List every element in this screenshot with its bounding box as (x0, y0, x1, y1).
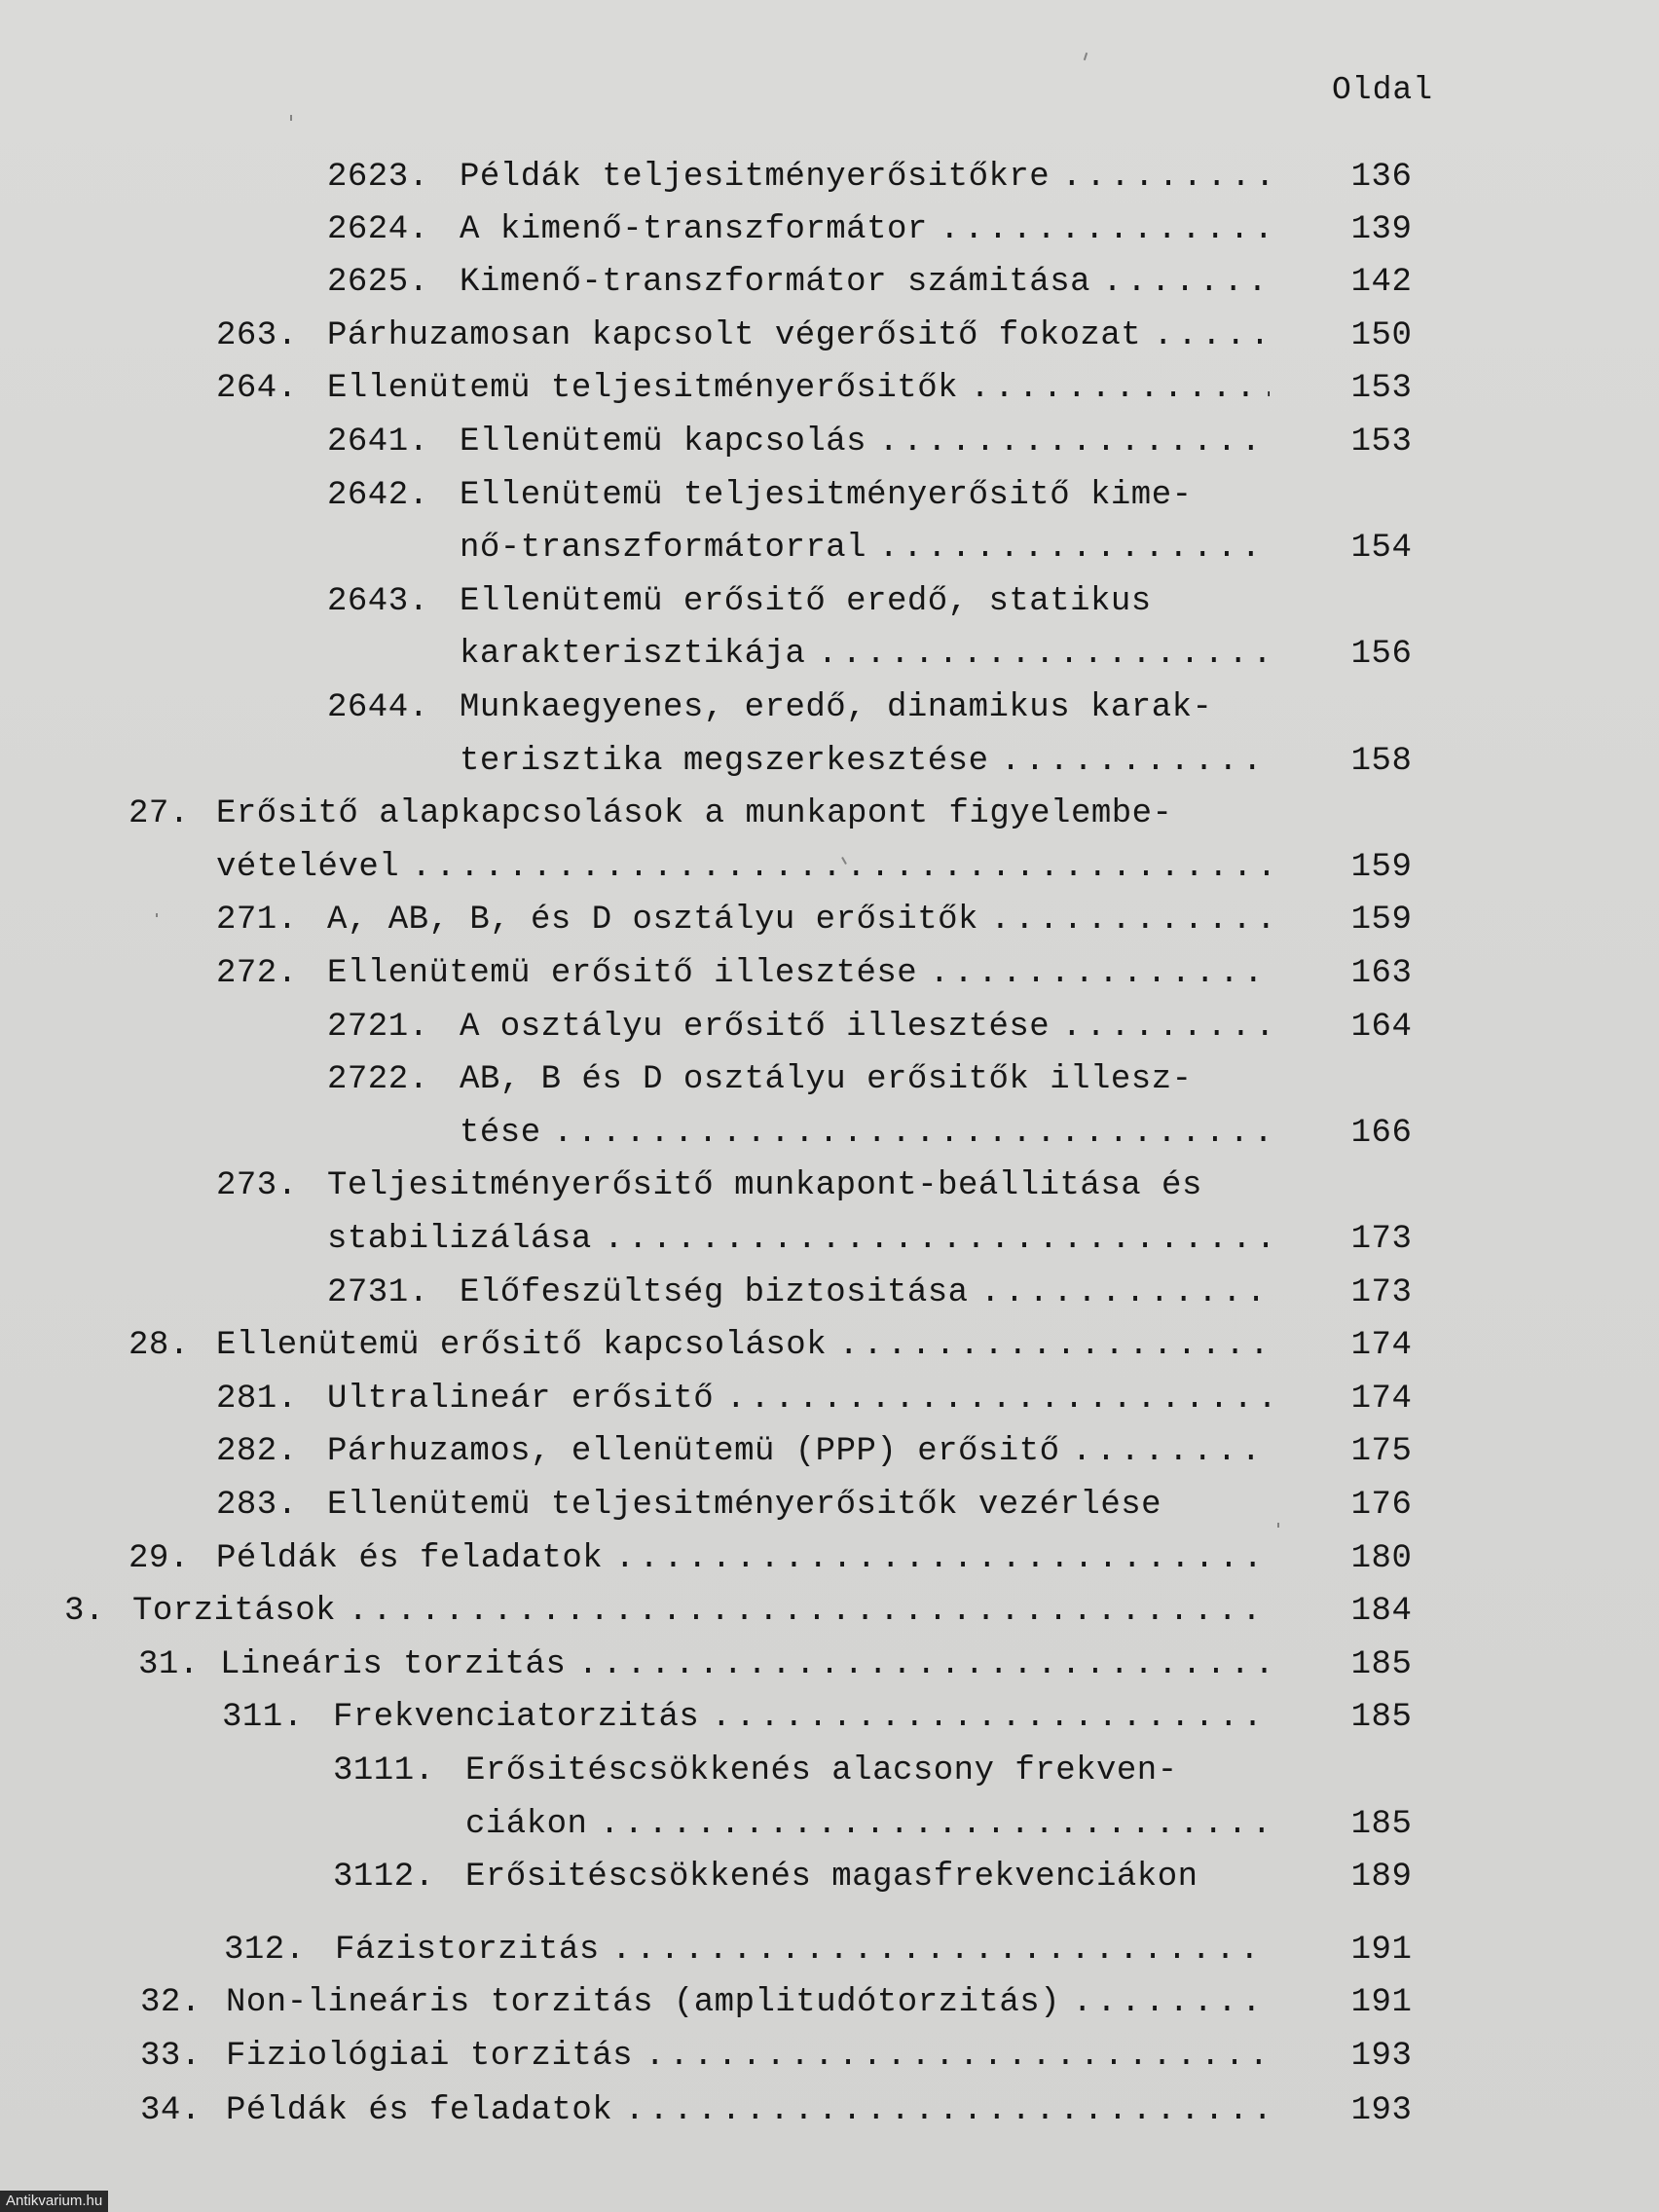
toc-entry-number: 2722. (327, 1061, 429, 1098)
toc-entry-number: 312. (224, 1932, 306, 1969)
toc-entry-title: Erősitéscsökkenés magasfrekvenciákon (465, 1859, 1198, 1896)
toc-entry-title: terisztika megszerkesztése . . . (460, 736, 1270, 787)
toc-entry-page: 136 (1350, 159, 1413, 196)
toc-entry-page: 163 (1350, 955, 1413, 992)
toc-entry-page: 173 (1350, 1221, 1413, 1258)
toc-entry-page: 153 (1350, 370, 1413, 407)
toc-entry-title: A, AB, B, és D osztályu erősitők . . . (327, 895, 1270, 945)
scan-speck (1084, 53, 1088, 60)
toc-entry-title: Ultralineár erősitő . . . (327, 1374, 1270, 1424)
toc-entry-page: 139 (1350, 211, 1413, 248)
page-column-header: Oldal (1332, 72, 1434, 108)
toc-entry-number: 2731. (327, 1274, 429, 1311)
toc-entry-title: Párhuzamosan kapcsolt végerősitő fokozat . . . (327, 311, 1270, 361)
toc-entry-title: Ellenütemü kapcsolás . . . (460, 417, 1270, 467)
toc-entry-page: 158 (1350, 743, 1413, 780)
toc-entry-number: 2721. (327, 1009, 429, 1046)
toc-entry-title: Munkaegyenes, eredő, dinamikus karak- (460, 689, 1213, 726)
toc-entry-title: Előfeszültség biztositása . . . (460, 1268, 1270, 1318)
toc-entry-title: Torzitások . . . (132, 1586, 1270, 1637)
toc-entry-title: Erősitéscsökkenés alacsony frekven- (465, 1752, 1178, 1789)
toc-entry-title: Frekvenciatorzitás . . . (333, 1692, 1270, 1743)
toc-entry-page: 189 (1350, 1859, 1413, 1896)
toc-entry-title: Példák és feladatok . . . (226, 2085, 1270, 2136)
toc-entry-page: 185 (1350, 1646, 1413, 1683)
toc-entry-title: A kimenő-transzformátor . . . (460, 204, 1270, 255)
toc-entry-number: 29. (129, 1540, 190, 1577)
toc-entry-title: stabilizálása . . . (327, 1214, 1270, 1265)
toc-entry-number: 273. (216, 1167, 298, 1204)
toc-entry-number: 264. (216, 370, 298, 407)
toc-entry-page: 185 (1350, 1699, 1413, 1736)
toc-entry-title: Ellenütemü teljesitményerősitők vezérlése (327, 1487, 1162, 1524)
toc-entry-page: 175 (1350, 1433, 1413, 1470)
toc-entry-number: 3112. (333, 1859, 435, 1896)
toc-entry-number: 2641. (327, 424, 429, 461)
toc-entry-page: 174 (1350, 1381, 1413, 1418)
toc-entry-title: nő-transzformátorral . . . (460, 523, 1270, 573)
toc-entry-number: 272. (216, 955, 298, 992)
toc-entry-number: 283. (216, 1487, 298, 1524)
toc-entry-title: Kimenő-transzformátor számitása . . . (460, 257, 1270, 308)
toc-entry-number: 3. (64, 1593, 105, 1630)
toc-entry-number: 33. (140, 2038, 202, 2075)
toc-entry-page: 154 (1350, 530, 1413, 567)
toc-entry-page: 153 (1350, 424, 1413, 461)
toc-entry-page: 173 (1350, 1274, 1413, 1311)
toc-entry-title: Ellenütemü erősitő eredő, statikus (460, 583, 1152, 620)
toc-entry-page: 191 (1350, 1984, 1413, 2021)
watermark-stamp: Antikvarium.hu (0, 2191, 108, 2212)
toc-entry-number: 2642. (327, 477, 429, 514)
toc-entry-page: 174 (1350, 1327, 1413, 1364)
toc-entry-title: Ellenütemü teljesitményerősitők . . . (327, 363, 1270, 414)
toc-entry-title: Ellenütemü erősitő illesztése . . . (327, 948, 1270, 999)
toc-entry-number: 2623. (327, 159, 429, 196)
toc-entry-number: 2625. (327, 264, 429, 301)
toc-entry-number: 311. (222, 1699, 304, 1736)
toc-entry-page: 159 (1350, 902, 1413, 939)
toc-entry-page: 184 (1350, 1593, 1413, 1630)
toc-entry-page: 166 (1350, 1115, 1413, 1152)
toc-entry-number: 282. (216, 1433, 298, 1470)
toc-entry-number: 2624. (327, 211, 429, 248)
toc-entry-title: Párhuzamos, ellenütemü (PPP) erősitő . . . (327, 1426, 1270, 1477)
toc-entry-page: 164 (1350, 1009, 1413, 1046)
toc-entry-number: 28. (129, 1327, 190, 1364)
toc-entry-page: 150 (1350, 317, 1413, 354)
toc-entry-title: Ellenütemü erősitő kapcsolások . . . (216, 1320, 1270, 1371)
toc-entry-title: Erősitő alapkapcsolások a munkapont figyelembe- (216, 795, 1173, 832)
toc-entry-number: 2643. (327, 583, 429, 620)
toc-entry-page: 185 (1350, 1806, 1413, 1843)
toc-entry-number: 27. (129, 795, 190, 832)
toc-entry-title: Ellenütemü teljesitményerősitő kime- (460, 477, 1193, 514)
scan-speck (290, 115, 292, 121)
toc-entry-title: Példák és feladatok . . . (216, 1533, 1270, 1584)
toc-entry-title: AB, B és D osztályu erősitők illesz- (460, 1061, 1193, 1098)
toc-entry-page: 193 (1350, 2092, 1413, 2129)
toc-entry-page: 142 (1350, 264, 1413, 301)
toc-entry-title: Fázistorzitás . . . (335, 1925, 1270, 1975)
toc-entry-number: 2644. (327, 689, 429, 726)
toc-entry-page: 191 (1350, 1932, 1413, 1969)
toc-entry-title: Teljesitményerősitő munkapont-beállitása és (327, 1167, 1202, 1204)
toc-entry-page: 159 (1350, 849, 1413, 886)
toc-entry-number: 281. (216, 1381, 298, 1418)
toc-entry-page: 156 (1350, 636, 1413, 673)
toc-entry-title: vételével . . . (216, 842, 1270, 893)
toc-entry-page: 180 (1350, 1540, 1413, 1577)
toc-entry-number: 271. (216, 902, 298, 939)
scan-speck (156, 913, 158, 917)
toc-entry-title: Non-lineáris torzitás (amplitudótorzitás) . . . (226, 1977, 1270, 2028)
toc-entry-title: tése . . . (460, 1108, 1270, 1159)
toc-entry-title: Lineáris torzitás . . . (220, 1640, 1270, 1690)
toc-entry-title: Fiziológiai torzitás . . . (226, 2031, 1270, 2082)
toc-entry-number: 34. (140, 2092, 202, 2129)
toc-entry-number: 3111. (333, 1752, 435, 1789)
toc-entry-page: 193 (1350, 2038, 1413, 2075)
toc-entry-title: Példák teljesitményerősitőkre . . . (460, 152, 1270, 203)
toc-entry-title: ciákon . . . (465, 1799, 1270, 1850)
toc-entry-number: 32. (140, 1984, 202, 2021)
toc-entry-page: 176 (1350, 1487, 1413, 1524)
toc-entry-number: 263. (216, 317, 298, 354)
scan-speck (1277, 1523, 1279, 1528)
toc-entry-title: A osztályu erősitő illesztése . . . (460, 1002, 1270, 1052)
toc-entry-number: 31. (138, 1646, 200, 1683)
toc-entry-title: karakterisztikája . . . (460, 629, 1270, 680)
